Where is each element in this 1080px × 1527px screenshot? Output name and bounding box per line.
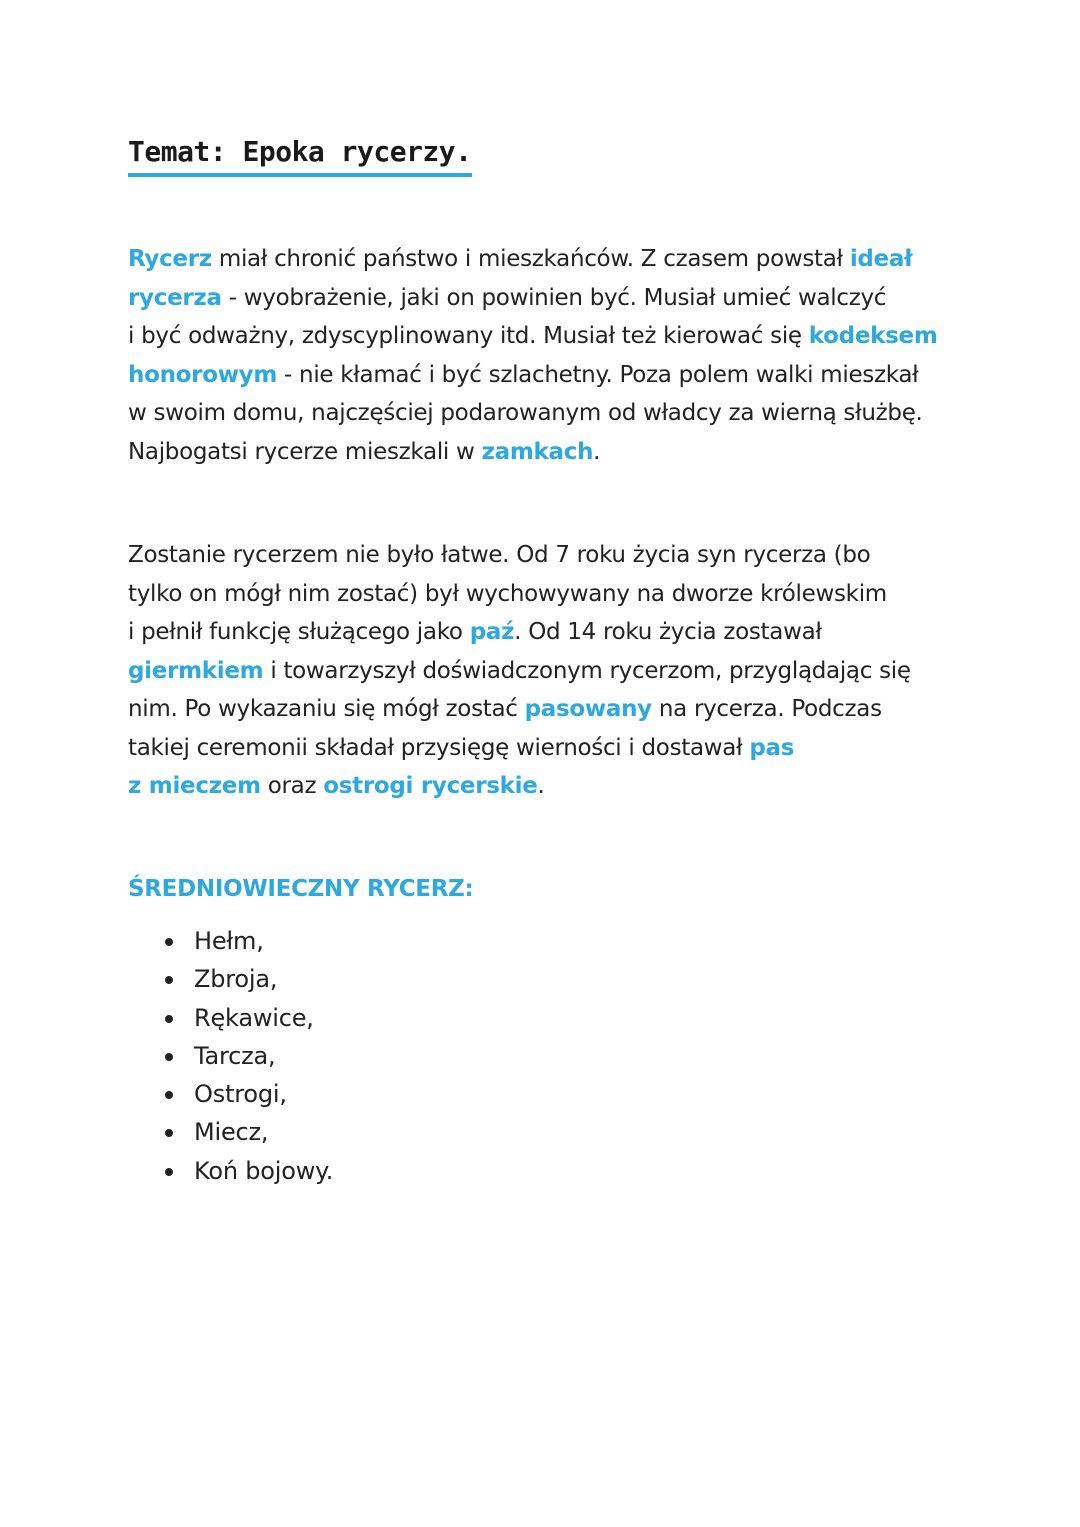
text-fragment: .	[593, 438, 601, 465]
highlight-term: zamkach	[481, 438, 594, 465]
text-line	[128, 690, 968, 729]
text-line	[128, 729, 968, 768]
text-fragment: miał chronić państwo i mieszkańców. Z czasem powstał	[211, 246, 850, 272]
text-fragment: Zostanie rycerzem nie było łatwe. Od 7 roku życia syn rycerza (bo	[128, 542, 871, 568]
text-fragment: i pełnił funkcję służącego jako	[128, 619, 470, 645]
text-fragment: - wyobrażenie, jaki on powinien być. Musiał umieć walczyć	[221, 284, 887, 311]
highlight-term: ostrogi rycerskie	[323, 773, 538, 799]
text-fragment: i być odważny, zdyscyplinowany itd. Musiał też kierować się	[128, 323, 809, 349]
text-line	[128, 356, 968, 395]
highlight-term: giermkiem	[128, 657, 264, 684]
text-fragment: .	[537, 773, 545, 799]
highlight-term: pasowany	[524, 696, 652, 722]
page-title: Temat: Epoka rycerzy.	[128, 132, 472, 177]
section-heading: ŚREDNIOWIECZNY RYCERZ:	[128, 876, 474, 902]
text-fragment: i towarzyszył doświadczonym rycerzom, przyglądając się	[263, 657, 911, 684]
text-line	[128, 240, 968, 279]
text-fragment: oraz	[260, 773, 324, 799]
highlight-term: Rycerz	[128, 246, 212, 272]
highlight-term: kodeksem	[808, 323, 938, 349]
text-line	[128, 317, 968, 356]
paragraph-becoming-knight	[128, 536, 968, 806]
highlight-term: ideał	[849, 246, 913, 272]
paragraph-knight-ideal	[128, 240, 968, 471]
list-item: Tarcza,	[160, 1037, 333, 1075]
list-item: Hełm,	[160, 922, 333, 960]
list-item: Rękawice,	[160, 999, 333, 1037]
text-line	[128, 613, 968, 652]
text-line	[128, 394, 968, 433]
text-line	[128, 536, 968, 575]
text-line	[128, 279, 968, 318]
highlight-term: honorowym	[128, 361, 278, 388]
text-fragment: nim. Po wykazaniu się mógł zostać	[128, 696, 525, 722]
text-fragment: . Od 14 roku życia zostawał	[514, 619, 822, 645]
highlight-term: rycerza	[128, 284, 222, 311]
text-fragment: tylko on mógł nim zostać) był wychowywany na dworze królewskim	[128, 580, 887, 607]
text-fragment: Najbogatsi rycerze mieszkali w	[128, 438, 482, 465]
text-line	[128, 652, 968, 691]
text-line	[128, 767, 968, 806]
text-fragment: takiej ceremonii składał przysięgę wierności i dostawał	[128, 734, 750, 761]
text-line	[128, 575, 968, 614]
text-line	[128, 433, 968, 472]
list-item: Miecz,	[160, 1113, 333, 1151]
list-item: Ostrogi,	[160, 1075, 333, 1113]
equipment-list	[160, 922, 333, 1190]
text-fragment: - nie kłamać i być szlachetny. Poza polem walki mieszkał	[277, 361, 919, 388]
highlight-term: z mieczem	[128, 773, 261, 799]
text-fragment: w swoim domu, najczęściej podarowanym od władcy za wierną służbę.	[128, 400, 923, 426]
text-fragment: na rycerza. Podczas	[651, 696, 882, 722]
highlight-term: paź	[469, 619, 515, 645]
list-item: Zbroja,	[160, 960, 333, 998]
highlight-term: pas	[749, 734, 795, 761]
list-item: Koń bojowy.	[160, 1152, 333, 1190]
